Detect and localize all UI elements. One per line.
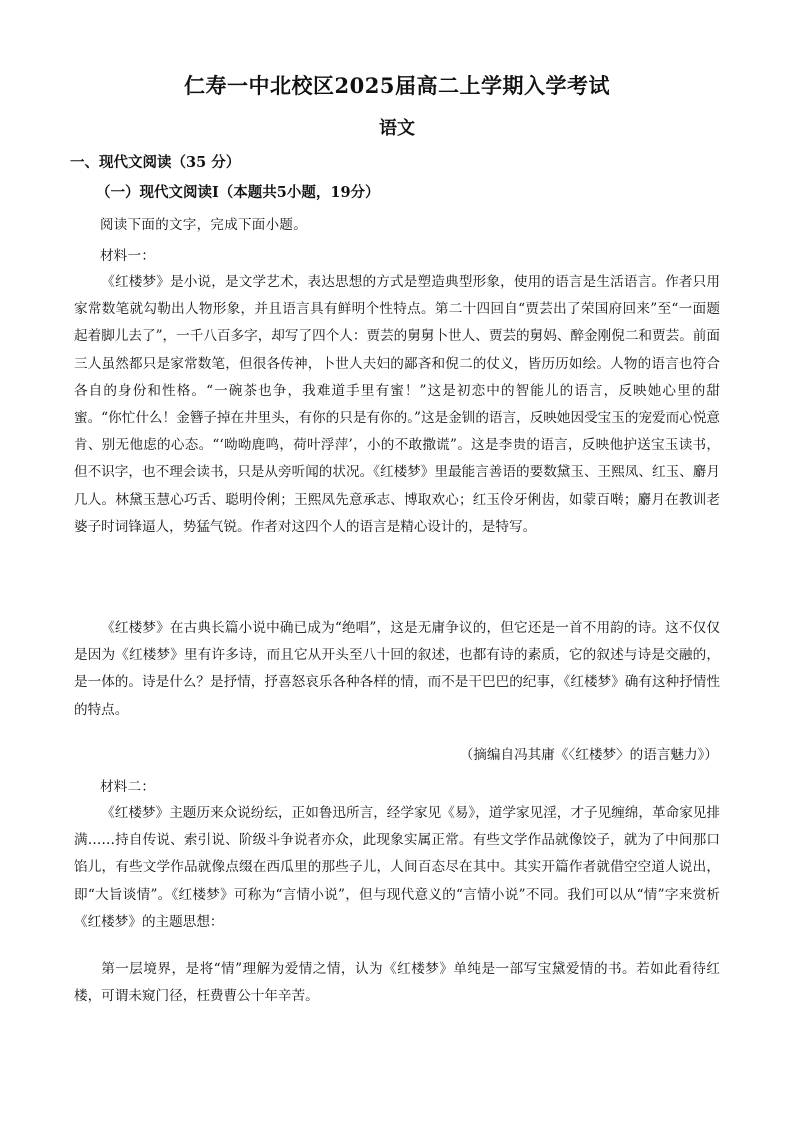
- section-heading: 一、现代文阅读（35 分）: [70, 154, 241, 171]
- material2-label: 材料二：: [100, 779, 156, 795]
- instruction-text: 阅读下面的文字，完成下面小题。: [100, 217, 307, 233]
- material2-paragraph-1: [74, 800, 720, 936]
- material1-label: 材料一：: [100, 248, 156, 264]
- exam-title: 仁寿一中北校区2025届高二上学期入学考试: [184, 73, 610, 98]
- subject-heading: 语文: [379, 118, 415, 139]
- paragraph-text: 第一层境界，是将“情”理解为爱情之情，认为《红楼梦》单纯是一部写宝黛爱情的书。若如此看待红楼，可谓未窥门径，枉费曹公十年辛苦。: [74, 961, 720, 1005]
- material1-paragraph-2: [74, 615, 720, 725]
- paragraph-text: 《红楼梦》在古典长篇小说中确已成为“绝唱”，这是无庸争议的，但它还是一首不用韵的诗。这不仅仅是因为《红楼梦》里有许多诗，而且它从开头至八十回的叙述，也都有诗的素质，它的叙述与诗是交融的，是一体的。诗是什么？是抒情，抒喜怒哀乐各种各样的情，而不是干巴巴的纪事，《红楼梦》确有这种抒情性的特点。: [74, 620, 720, 718]
- subsection-heading: （一）现代文阅读Ⅰ（本题共5小题，19分）: [96, 184, 380, 201]
- paragraph-text: 《红楼梦》主题历来众说纷纭，正如鲁迅所言，经学家见《易》，道学家见淫，才子见缠绵，革命家见排满……持自传说、索引说、阶级斗争说者亦众，此现象实属正常。有些文学作品就像饺子，就为了中间那口馅儿，有些文学作品就像点缀在西瓜里的那些子儿，人间百态尽在其中。其实开篇作者就借空空道人说出，即“大旨谈情”。《红楼梦》可称为“言情小说”，但与现代意义的“言情小说”不同。我们可以从“情”字来赏析《红楼梦》的主题思想：: [74, 805, 720, 930]
- material1-paragraph-1: [74, 269, 720, 595]
- citation: （摘编自冯其庸《〈红楼梦〉的语言魅力》）: [459, 747, 718, 763]
- paragraph-text: 《红楼梦》是小说，是文学艺术，表达思想的方式是塑造典型形象，使用的语言是生活语言。作者只用家常数笔就勾勒出人物形象，并且语言具有鲜明个性特点。第二十四回自“贾芸出了荣国府回来”至“一面题起着脚儿去了”，一千八百多字，却写了四个人：贾芸的舅舅卜世人、贾芸的舅妈、醉金刚倪二和贾芸。前面三人虽然都只是家常数笔，但很各传神，卜世人夫妇的鄙吝和倪二的仗义，皆历历如绘。人物的语言也符合各自的身份和性格。“一碗茶也争，我难道手里有蜜！”这是初恋中的智能儿的语言，反映她心里的甜蜜。“你忙什么！金簪子掉在井里头，有你的只是有你的。”这是金钏的语言，反映她因受宝玉的宠爱而心悦意肯、别无他虑的心态。“‘呦呦鹿鸣，荷叶浮萍’，小的不敢撒谎”。这是李贵的语言，反映他护送宝玉读书，但不识字，也不理会读书，只是从旁听闻的状况。《红楼梦》里最能言善语的要数黛玉、王熙凤、红玉、麝月几人。林黛玉慧心巧舌、聪明伶俐；王熙凤先意承志、博取欢心；红玉伶牙俐齿，如蒙百啭；麝月在教训老婆子时词锋逼人，势猛气锐。作者对这四个人的语言是精心设计的，是特写。: [74, 274, 720, 535]
- material2-paragraph-2: [74, 956, 720, 1012]
